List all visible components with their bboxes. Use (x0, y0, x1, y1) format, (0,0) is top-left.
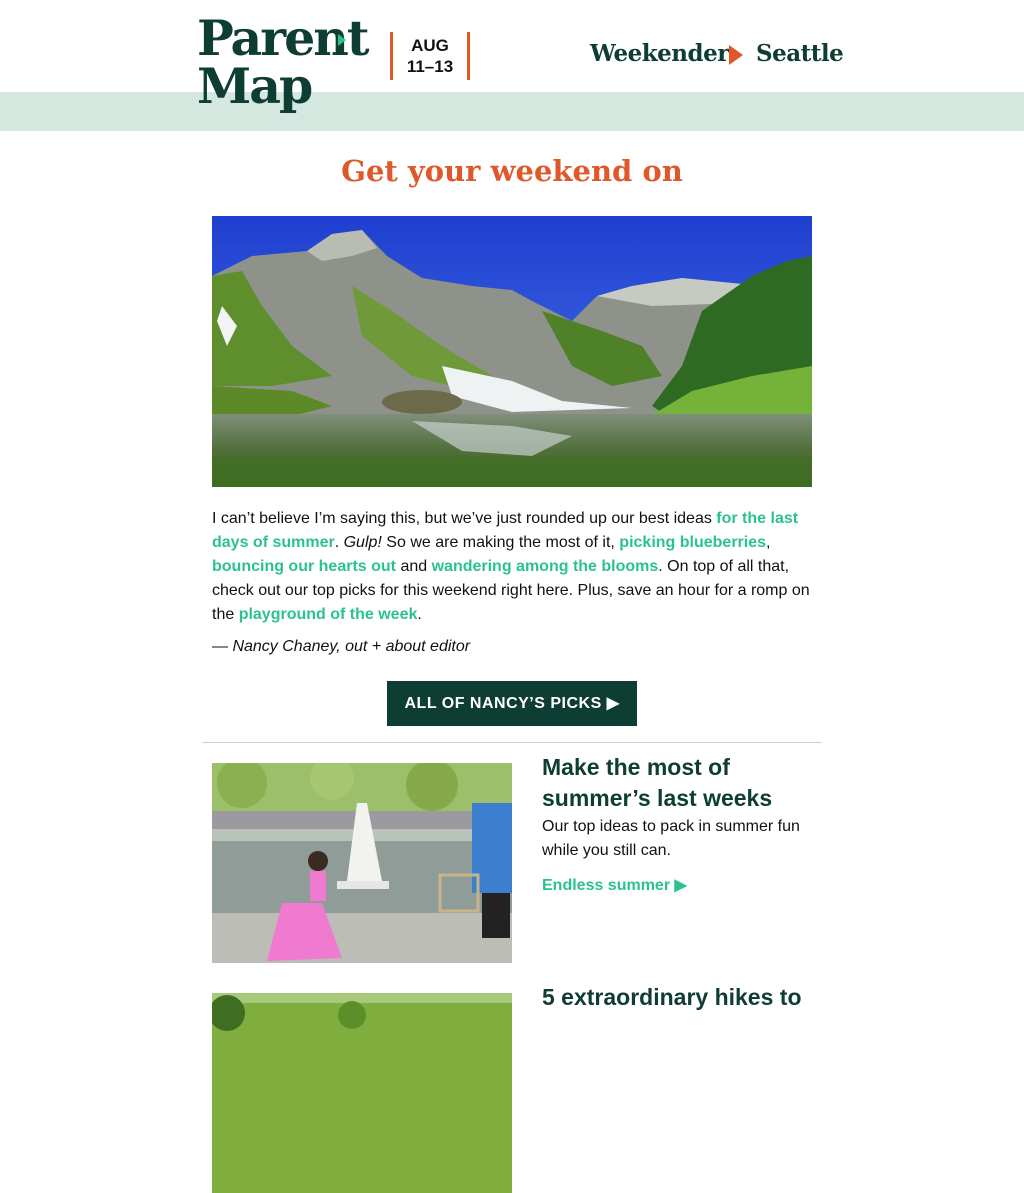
all-picks-button[interactable]: ALL OF NANCY’S PICKS ▶ (387, 681, 637, 726)
intro-text-2: . (334, 534, 344, 551)
parentmap-logo[interactable] (197, 9, 368, 115)
date-badge (390, 32, 470, 80)
link-bouncing-hearts-out[interactable]: bouncing our hearts out (212, 558, 396, 575)
link-last-days-of-summer[interactable]: for the last days of summer (212, 510, 799, 551)
intro-text-6: . On top of all that, check out our top picks for this weekend right here. Plus, save an hour for a romp on the (212, 558, 810, 623)
article-2-image[interactable] (212, 993, 512, 1193)
intro-text-1: I can’t believe I’m saying this, but we’ve just rounded up our best ideas (212, 510, 717, 527)
city-name: Seattle (756, 40, 844, 67)
play-arrow-icon (729, 45, 743, 65)
page-headline: Get your weekend on (341, 154, 683, 188)
intro-text-5: and (396, 558, 432, 575)
logo-line-2: Map (197, 57, 312, 115)
editor-signature: — Nancy Chaney, out + about editor (212, 638, 471, 655)
newsletter-name: Weekender (590, 40, 729, 67)
section-divider (202, 742, 822, 743)
logo-line-1: Parent (197, 9, 368, 67)
intro-text-4: , (766, 534, 771, 551)
link-wandering-blooms[interactable]: wandering among the blooms (431, 558, 659, 575)
date-month: AUG (411, 36, 449, 55)
date-range: 11–13 (406, 57, 454, 76)
intro-paragraph (212, 507, 814, 627)
article-1-image[interactable] (212, 763, 512, 963)
header-band (0, 92, 1024, 131)
article-1-link[interactable]: Endless summer ▶ (542, 877, 687, 894)
intro-text-7: . (417, 606, 422, 623)
link-playground-of-week[interactable]: playground of the week (238, 606, 418, 623)
article-2-title[interactable]: 5 extraordinary hikes to (542, 984, 802, 1010)
intro-gulp: Gulp! (343, 534, 382, 551)
intro-text-3: So we are making the most of it, (381, 534, 620, 551)
link-picking-blueberries[interactable]: picking blueberries (619, 534, 767, 551)
hero-mountain-lake-image[interactable] (212, 216, 812, 487)
article-1-description: Our top ideas to pack in summer fun while you still can. (542, 818, 800, 859)
article-1-title[interactable]: Make the most of summer’s last weeks (542, 754, 773, 811)
logo-triangle-icon (338, 34, 346, 46)
